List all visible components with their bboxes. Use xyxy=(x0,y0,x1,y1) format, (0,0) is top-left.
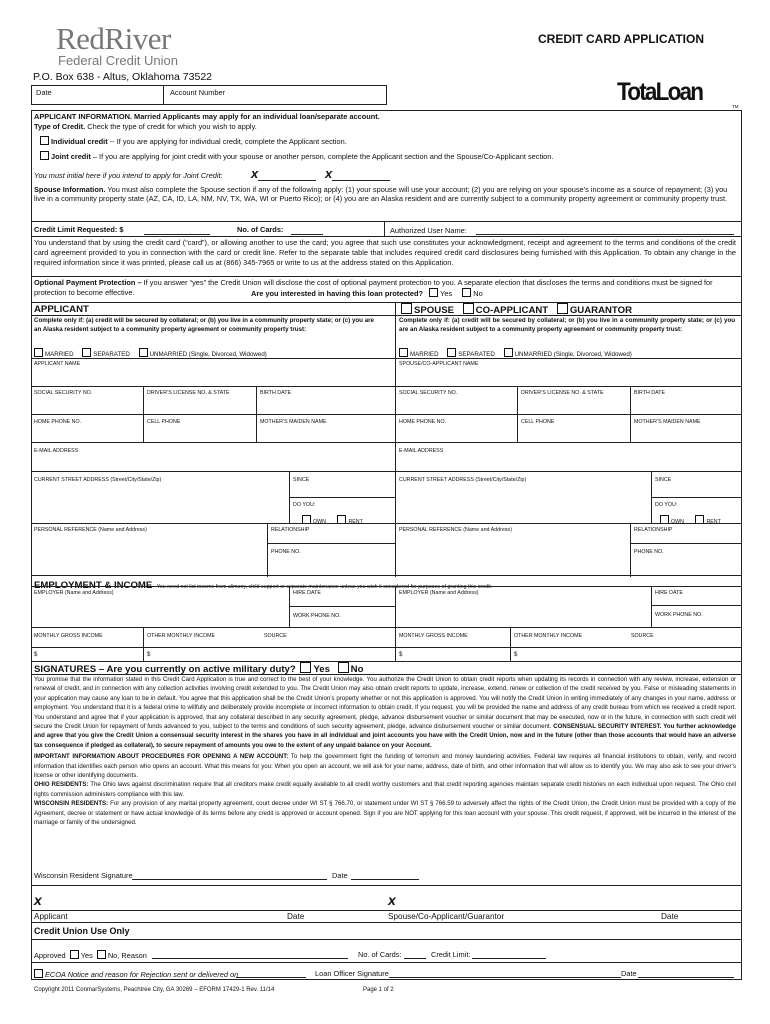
applicant-marital-status xyxy=(34,348,267,358)
applicant-unmarried-label: UNMARRIED (Single, Divorced, Widowed) xyxy=(149,351,267,358)
joint-credit-option[interactable] xyxy=(40,151,553,161)
protection-no-label: No xyxy=(473,289,483,298)
wisconsin-residents-text: For any provision of any marital property agreement, court decree under WI ST § 766.70, or statement under WI ST § 766.59 to adversely affect the rights of the Credit Union, the Credit Union must be provided with a copy of the Agreement, decree or statement or have actual knowledge of its terms before any credit is approved or account opened. Sign if you are NOT applying for this loan account with your spouse. This credit request, if approved, will be incurred in the interest of the marriage or family of the undersigned. xyxy=(34,800,737,827)
applicant-separated-checkbox[interactable] xyxy=(82,348,91,357)
initial-x-mark-2: x xyxy=(325,166,333,181)
joint-credit-initial-note: You must initial here if you intend to apply for Joint Credit: xyxy=(34,171,223,180)
co-applicant-title: CO-APPLICANT xyxy=(475,305,549,316)
spouse-information-text xyxy=(34,185,734,204)
credit-union-address: P.O. Box 638 - Altus, Oklahoma 73522 xyxy=(33,71,212,83)
applicant-signature-date-label: Date xyxy=(287,912,305,921)
credit-limit-requested-label: Credit Limit Requested: $ xyxy=(34,225,124,234)
applicant-other-income-field[interactable]: OTHER MONTHLY INCOME xyxy=(147,633,216,639)
spouse-reference-field[interactable]: PERSONAL REFERENCE (Name and Address) xyxy=(399,527,512,533)
applicant-unmarried-checkbox[interactable] xyxy=(139,348,148,357)
wisconsin-signature-label: Wisconsin Resident Signature xyxy=(34,871,133,880)
cu-number-of-cards-label: No. of Cards: xyxy=(358,950,402,959)
spouse-other-dollar: $ xyxy=(514,651,518,658)
military-yes-label: Yes xyxy=(313,664,330,675)
guarantor-title: GUARANTOR xyxy=(569,305,633,316)
brand-sub: Federal Credit Union xyxy=(58,53,178,68)
applicant-cell-phone-field[interactable]: CELL PHONE xyxy=(147,419,181,425)
ecoa-notice-row xyxy=(34,969,238,979)
payment-protection-question: Are you interested in having this loan protected? xyxy=(251,289,424,298)
applicant-hire-date-field[interactable]: HIRE DATE xyxy=(293,590,321,596)
applicant-email-field[interactable]: E-MAIL ADDRESS xyxy=(34,448,79,454)
spouse-income-source-field[interactable]: SOURCE xyxy=(631,633,654,639)
applicant-gross-income-field[interactable]: MONTHLY GROSS INCOME xyxy=(34,633,103,639)
spouse-unmarried-label: UNMARRIED (Single, Divorced, Widowed) xyxy=(514,351,632,358)
applicant-married-checkbox[interactable] xyxy=(34,348,43,357)
wisconsin-date-label: Date xyxy=(332,871,348,880)
spouse-since-field[interactable]: SINCE xyxy=(655,477,672,483)
spouse-do-you-label: DO YOU: xyxy=(655,502,678,508)
applicant-dob-field[interactable]: BIRTH DATE xyxy=(260,390,291,396)
wisconsin-residents-label: WISCONSIN RESIDENTS: xyxy=(34,800,109,808)
spouse-marital-note: Complete only if: (a) credit will be secured by collateral; or (b) you live in a community property state; or (c) you are an Alaska resident subject to a community property agreement or community property trust: xyxy=(399,317,735,333)
authorized-user-field[interactable] xyxy=(476,234,734,235)
spouse-hire-date-field[interactable]: HIRE DATE xyxy=(655,590,683,596)
employment-income-note: You need not list income from alimony, child support or separate maintenance unless you wish it considered for purposes of granting this credit. xyxy=(156,584,493,590)
totaloan-logo-text: TotaLoan xyxy=(617,78,703,106)
applicant-signature-x: x xyxy=(34,892,42,908)
spouse-reference-phone-field[interactable]: PHONE NO. xyxy=(634,549,664,555)
applicant-do-you-label: DO YOU: xyxy=(293,502,316,508)
applicant-own-label: OWN xyxy=(313,519,326,525)
approved-yes-label: Yes xyxy=(80,951,93,960)
page-number: Page 1 of 2 xyxy=(363,987,394,993)
applicant-married-label: MARRIED xyxy=(45,351,74,358)
joint-credit-text: – If you are applying for joint credit with your spouse or another person, complete the Applicant section and the Spouse/Co-Applicant section. xyxy=(90,152,554,161)
spouse-information-body: You must also complete the Spouse section if any of the following apply: (1) your spouse will use your account; (2) you are relying on your spouse’s income as a source of repayment; (3) you live in a community property state (AZ, CA, ID, LA, NM, NV, TX, WA, WI or Puerto Rico); or (4) you are an Alaska resident and are currently subject to a community property agreement or community property trust. xyxy=(34,185,728,204)
applicant-work-phone-field[interactable]: WORK PHONE NO. xyxy=(293,613,341,619)
approved-label: Approved xyxy=(34,951,66,960)
spouse-rent-label: RENT xyxy=(706,519,721,525)
spouse-unmarried-checkbox[interactable] xyxy=(504,348,513,357)
credit-limit-field[interactable] xyxy=(144,234,210,235)
joint-credit-label: Joint credit xyxy=(51,152,91,161)
date-label: Date xyxy=(36,88,52,97)
applicant-separated-label: SEPARATED xyxy=(93,351,130,358)
ohio-residents-label: OHIO RESIDENTS: xyxy=(34,781,89,789)
totaloan-logo xyxy=(617,78,712,107)
loan-officer-date-label: Date xyxy=(621,969,637,978)
applicant-relationship-field[interactable]: RELATIONSHIP xyxy=(271,527,310,533)
co-applicant-checkbox[interactable] xyxy=(463,303,474,314)
applicant-other-dollar: $ xyxy=(147,651,151,658)
credit-union-use-title: Credit Union Use Only xyxy=(34,926,130,936)
brand-name: RedRiver xyxy=(56,21,171,56)
trademark: TM xyxy=(732,104,739,109)
spouse-work-phone-field[interactable]: WORK PHONE NO. xyxy=(655,612,703,618)
spouse-title: SPOUSE xyxy=(414,305,454,316)
applicant-ssn-field[interactable]: SOCIAL SECURITY NO. xyxy=(34,390,93,396)
military-no-label: No xyxy=(350,664,364,675)
spouse-other-income-field[interactable]: OTHER MONTHLY INCOME xyxy=(514,633,583,639)
cu-number-of-cards-line[interactable] xyxy=(404,958,426,959)
spouse-separated-checkbox[interactable] xyxy=(447,348,456,357)
spouse-signature-date-label: Date xyxy=(661,912,679,921)
military-yes-checkbox[interactable] xyxy=(300,662,311,673)
ecoa-date-line[interactable] xyxy=(236,977,306,978)
wisconsin-date-line[interactable] xyxy=(351,879,419,880)
spouse-home-phone-field[interactable]: HOME PHONE NO. xyxy=(399,419,447,425)
spouse-marital-status xyxy=(399,348,632,358)
approval-row xyxy=(34,950,147,960)
applicant-section-title: APPLICANT xyxy=(34,304,89,315)
spouse-gross-income-field[interactable]: MONTHLY GROSS INCOME xyxy=(399,633,468,639)
employment-section-title: EMPLOYMENT & INCOME xyxy=(34,580,153,591)
spouse-cell-phone-field[interactable]: CELL PHONE xyxy=(521,419,555,425)
ecoa-notice-checkbox[interactable] xyxy=(34,969,43,978)
payment-protection-body: If you answer “yes” the Credit Union will disclose the cost of optional payment protection to you. A separate election that discloses the terms and conditions must be signed for protection to become effective. xyxy=(34,278,713,297)
applicant-home-phone-field[interactable]: HOME PHONE NO. xyxy=(34,419,82,425)
initial-line-1[interactable] xyxy=(258,180,316,181)
type-of-credit-label: Type of Credit. xyxy=(34,121,86,131)
form-title: CREDIT CARD APPLICATION xyxy=(538,32,704,46)
ecoa-notice-label: ECOA Notice and reason for Rejection sent or delivered on xyxy=(45,970,239,979)
spouse-signature-x: x xyxy=(388,892,396,908)
spouse-separated-label: SEPARATED xyxy=(458,351,495,358)
guarantor-checkbox[interactable] xyxy=(557,303,568,314)
applicant-signature-line[interactable] xyxy=(31,910,741,911)
approved-yes-checkbox[interactable] xyxy=(70,950,79,959)
type-of-credit-text: Check the type of credit for which you wish to apply. xyxy=(85,121,257,131)
applicant-marital-note: Complete only if: (a) credit will be secured by collateral; or (b) you live in a community property state; or (c) you are an Alaska resident subject to a community property agreement or community property trust: xyxy=(34,317,374,333)
authorized-user-label: Authorized User Name: xyxy=(390,226,467,235)
signatures-section-title: SIGNATURES – Are you currently on active military duty? xyxy=(34,664,296,675)
applicant-maiden-name-field[interactable]: MOTHER’S MAIDEN NAME xyxy=(260,419,327,425)
approved-no-reason-label: No, Reason xyxy=(107,951,147,960)
spouse-signature-label: Spouse/Co-Applicant/Guarantor xyxy=(388,912,505,921)
individual-credit-option[interactable] xyxy=(40,136,347,146)
spouse-ssn-field[interactable]: SOCIAL SECURITY NO. xyxy=(399,390,458,396)
cu-credit-limit-label: Credit Limit: xyxy=(431,950,471,959)
terms-promise-text: You promise that the information stated in this Credit Card Application is true and correct to the best of your knowledge. You authorize the Credit Union to obtain credit reports when updating its records in connection with any review, increase, extension or renewal of credit, and in connection with any collection activities involving credit extended to you. The Credit Union may also obtain credit reports to update, increase, extend, renew or collection of the credit received by you. False or misleading statements in your application may cause any loan to be in default. You agree that this application shall be the Credit Union’s property whether or not this application is approved. You will notify the Credit Union in writing immediately of any changes in your name, address or employment. You understand that it is a federal crime to willfully and deliberately provide incomplete or incorrect information to obtain credit. If you request, you will be provided the name and address of any credit bureau from which we received a credit report. You understand and agree that if your application is approved, that any collateral described in any security agreement, pledge, advance disbursement voucher or similar document that may be executed, now or in the future, in connection with such credit will secure the Credit Union for repayment of funds advanced to you, subject to the terms and conditions of such security agreement, pledge, advance disbursement voucher or similar document. xyxy=(34,676,736,731)
spouse-email-field[interactable]: E-MAIL ADDRESS xyxy=(399,448,444,454)
applicant-since-field[interactable]: SINCE xyxy=(293,477,310,483)
spouse-information-label: Spouse Information. xyxy=(34,185,106,194)
applicant-name-field[interactable]: APPLICANT NAME xyxy=(34,361,81,367)
individual-credit-label: Individual credit xyxy=(51,137,108,146)
applicant-gross-dollar: $ xyxy=(34,651,38,658)
loan-officer-date-line[interactable] xyxy=(638,977,734,978)
married-applicants-note: APPLICANT INFORMATION. Married Applicants may apply for an individual loan/separate account. xyxy=(34,112,380,121)
loan-officer-signature-label: Loan Officer Signature xyxy=(315,969,389,978)
protection-no-checkbox[interactable] xyxy=(462,288,471,297)
approved-no-checkbox[interactable] xyxy=(97,950,106,959)
signatures-terms xyxy=(34,675,736,828)
spouse-married-checkbox[interactable] xyxy=(399,348,408,357)
applicant-reference-phone-field[interactable]: PHONE NO. xyxy=(271,549,301,555)
spouse-maiden-name-field[interactable]: MOTHER’S MAIDEN NAME xyxy=(634,419,701,425)
consensual-security-interest-text: CONSENSUAL SECURITY INTEREST. You further acknowledge and agree that you give the Credit Union a consensual security interest in the shares you have in all individual and joint accounts you have with the Credit Union, now and in the future (other than those accounts that would have an adverse tax consequence if pledged as collateral), to secure repayment of amounts you owe to the extent of any unpaid balance on your Account. xyxy=(34,723,737,749)
joint-credit-checkbox[interactable] xyxy=(40,151,49,160)
spouse-dl-field[interactable]: DRIVER’S LICENSE NO. & STATE xyxy=(521,390,604,396)
new-account-procedures-label: IMPORTANT INFORMATION ABOUT PROCEDURES FOR OPENING A NEW ACCOUNT: xyxy=(34,753,289,761)
spouse-employer-field[interactable]: EMPLOYER (Name and Address) xyxy=(399,590,479,596)
protection-yes-checkbox[interactable] xyxy=(429,288,438,297)
spouse-gross-dollar: $ xyxy=(399,651,403,658)
individual-credit-checkbox[interactable] xyxy=(40,136,49,145)
spouse-checkbox[interactable] xyxy=(401,303,412,314)
spouse-dob-field[interactable]: BIRTH DATE xyxy=(634,390,665,396)
payment-protection-label: Optional Payment Protection – xyxy=(34,278,142,287)
applicant-reference-field[interactable]: PERSONAL REFERENCE (Name and Address) xyxy=(34,527,147,533)
copyright-footer: Copyright 2011 ConmarSystems, Peachtree City, GA 30269 – EFORM 17429-1 Rev. 11/14 xyxy=(34,987,275,993)
applicant-street-address-field[interactable]: CURRENT STREET ADDRESS (Street/City/State/Zip) xyxy=(34,477,162,483)
military-no-checkbox[interactable] xyxy=(338,662,349,673)
initial-x-mark-1: x xyxy=(251,166,259,181)
number-of-cards-label: No. of Cards: xyxy=(237,225,284,234)
spouse-name-field[interactable]: SPOUSE/CO-APPLICANT NAME xyxy=(399,361,479,367)
spouse-own-label: OWN xyxy=(671,519,684,525)
applicant-information-section xyxy=(34,112,734,131)
cu-credit-limit-line[interactable] xyxy=(472,958,546,959)
protection-yes-label: Yes xyxy=(440,289,453,298)
loan-officer-signature-line[interactable] xyxy=(389,977,621,978)
ohio-residents-text: The Ohio laws against discrimination require that all creditors make credit equally available to all credit worthy customers and that credit reporting agencies maintain separate credit histories on each individual upon request. The Ohio civil rights commission administers compliance with this law. xyxy=(34,781,736,798)
applicant-signature-label: Applicant xyxy=(34,912,68,921)
card-agreement-text: You understand that by using the credit card (“card”), or allowing another to use the card; you agree that such use constitutes your acknowledgment, receipt and agreement to the terms and conditions of the credit card agreement provided to you in connection with the card or credit line. Refer to the separate table that includes required credit card disclosures being furnished with this Application. To obtain any change in the required information since it was printed, please call us at (866) 345-7965 or write to us at the address stated on this Application. xyxy=(34,238,736,267)
initial-line-2[interactable] xyxy=(332,180,390,181)
brand-logo xyxy=(56,21,178,68)
applicant-rent-label: RENT xyxy=(348,519,363,525)
new-account-procedures-text: To help the government fight the funding of terrorism and money laundering activities, Federal law requires all financial institutions to obtain, verify, and record information that identifies each person who opens an account. What this means for you: When you open an account, we will ask for your name, address, date of birth, and other information that will allow us to identify you. We may also ask to see your driver’s license or other identifying documents. xyxy=(34,753,737,780)
individual-credit-text: -- If you are applying for individual credit, complete the Applicant section. xyxy=(107,137,347,146)
wisconsin-signature-line[interactable] xyxy=(132,879,327,880)
number-of-cards-field[interactable] xyxy=(291,234,323,235)
applicant-income-source-field[interactable]: SOURCE xyxy=(264,633,287,639)
rejection-reason-line[interactable] xyxy=(152,958,348,959)
spouse-relationship-field[interactable]: RELATIONSHIP xyxy=(634,527,673,533)
spouse-street-address-field[interactable]: CURRENT STREET ADDRESS (Street/City/State/Zip) xyxy=(399,477,527,483)
spouse-married-label: MARRIED xyxy=(410,351,439,358)
applicant-dl-field[interactable]: DRIVER’S LICENSE NO. & STATE xyxy=(147,390,230,396)
account-number-label: Account Number xyxy=(170,88,226,97)
payment-protection-question-row xyxy=(251,288,483,298)
applicant-employer-field[interactable]: EMPLOYER (Name and Address) xyxy=(34,590,114,596)
